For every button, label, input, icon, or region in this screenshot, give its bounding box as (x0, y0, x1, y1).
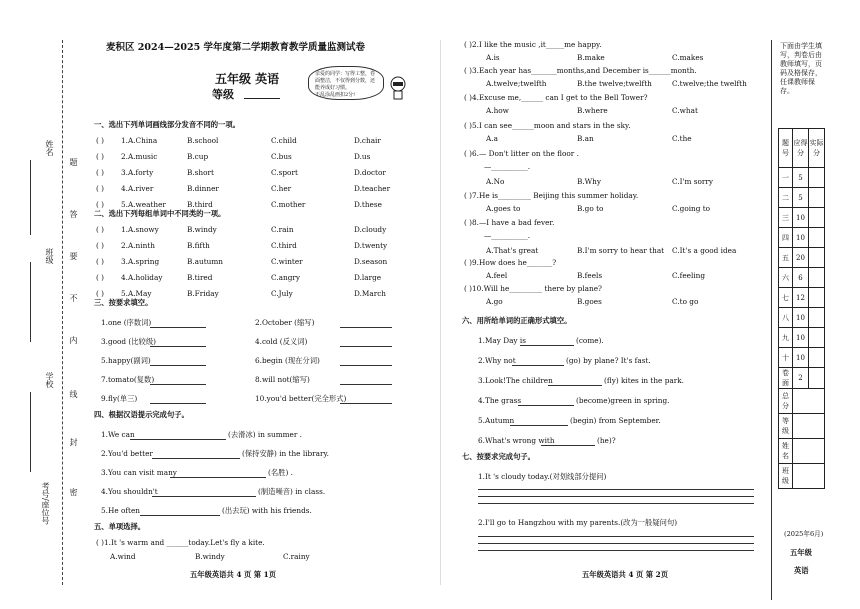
binding-dashed-line (62, 40, 63, 585)
option-b: B.fifth (187, 241, 210, 250)
option-b: B.feels (577, 271, 603, 280)
question-number: 三 (779, 208, 793, 228)
option-c: C.what (672, 106, 698, 115)
exam-date: (2025年6月) (784, 530, 824, 538)
actual-score-cell[interactable] (809, 308, 825, 328)
sentence-blank[interactable] (541, 445, 595, 446)
actual-score-cell[interactable] (809, 208, 825, 228)
sentence-hint: (去滑冰) in summer . (228, 430, 302, 439)
extra-label: 班级 (779, 464, 793, 489)
sentence-hint: (go) by plane? It's fast. (566, 356, 651, 365)
extra-cell[interactable] (793, 464, 825, 489)
answer-bracket[interactable]: ( ) (96, 200, 105, 209)
question-q7: ( )7.He is_________ Beijing this summer holiday. (464, 191, 639, 200)
sentence-hint: (begin) from September. (570, 416, 661, 425)
fill-prompt: 7.tomato(复数) (101, 375, 155, 384)
score-row (779, 368, 825, 389)
option-b: B.dinner (187, 184, 219, 193)
option-c: C.rainy (283, 552, 310, 561)
panel-grade: 五年级 (790, 548, 812, 557)
answer-bracket[interactable]: ( ) (96, 273, 105, 282)
sentence-blank[interactable] (548, 385, 602, 386)
option-a: 1.A.China (121, 136, 158, 145)
school-line (30, 392, 31, 472)
name-line (30, 160, 31, 235)
answer-line[interactable] (478, 536, 754, 537)
option-c: C.twelve;the twelfth (672, 79, 747, 88)
answer-line[interactable] (478, 503, 754, 504)
option-c: C.the (672, 134, 692, 143)
option-a: 5.A.May (121, 289, 152, 298)
fill-prompt: 8.will not(缩写) (255, 375, 310, 384)
extra-label: 姓名 (779, 439, 793, 464)
sentence-blank[interactable] (170, 477, 266, 478)
score-extra-row (779, 439, 825, 464)
score-panel-border (771, 40, 772, 600)
fill-blank[interactable] (150, 346, 206, 347)
option-b: B.Why (577, 177, 602, 186)
grade-label: 等级 (212, 88, 234, 101)
sentence-start: 6.What's wrong with (478, 436, 555, 445)
max-score: 20 (793, 248, 809, 268)
sentence-start: 3.You can visit many (101, 468, 177, 477)
actual-score-cell[interactable] (809, 168, 825, 188)
fill-blank[interactable] (150, 403, 206, 404)
max-score: 10 (793, 228, 809, 248)
sentence-hint: (become)green in spring. (576, 396, 670, 405)
option-a: A.No (486, 177, 505, 186)
question-number: 十 (779, 348, 793, 368)
answer-bracket[interactable]: ( ) (96, 289, 105, 298)
option-d: D.cloudy (354, 225, 387, 234)
option-c: C.bus (271, 152, 292, 161)
option-a: A.is (486, 53, 500, 62)
max-score: 5 (793, 168, 809, 188)
header-question-number: 题号 (779, 129, 793, 168)
option-d: D.these (354, 200, 382, 209)
score-row (779, 248, 825, 268)
option-a: 3.A.forty (121, 168, 154, 177)
seal-char: 线 (69, 390, 78, 398)
option-a: A.feel (486, 271, 508, 280)
score-extra-row (779, 464, 825, 489)
sentence-start: 1.We can (101, 430, 135, 439)
option-a: 5.A.weather (121, 200, 166, 209)
max-score: 10 (793, 348, 809, 368)
question-number: 二 (779, 188, 793, 208)
answer-line[interactable] (478, 543, 754, 544)
option-d: D.twenty (354, 241, 388, 250)
sentence-start: 5.Autumn (478, 416, 515, 425)
option-b: B.Friday (187, 289, 219, 298)
max-score: 10 (793, 208, 809, 228)
sentence-hint: (保持安静) in the library. (242, 449, 329, 458)
answer-line[interactable] (478, 550, 754, 551)
option-d: D.doctor (354, 168, 386, 177)
score-row (779, 168, 825, 188)
fill-blank[interactable] (340, 327, 392, 328)
class-line (30, 262, 31, 342)
option-c: C.angry (271, 273, 300, 282)
option-a: A.how (486, 106, 509, 115)
fill-prompt: 4.cold (反义词) (255, 337, 308, 346)
option-c: C.to go (672, 297, 699, 306)
sentence-start: 2.You'd better (101, 449, 153, 458)
fill-blank[interactable] (340, 384, 392, 385)
score-table (778, 128, 825, 489)
option-a: 1.A.snowy (121, 225, 159, 234)
school-label: 学校 (45, 372, 54, 388)
extra-label: 等级 (779, 414, 793, 439)
sentence-blank[interactable] (140, 515, 220, 516)
fill-blank[interactable] (150, 384, 206, 385)
question-q4: ( )4.Excuse me,______ can I get to the Bell Tower? (464, 93, 648, 102)
fill-prompt: 3.good (比较级) (101, 337, 156, 346)
fill-prompt: 9.fly(单三) (101, 394, 138, 403)
fill-blank[interactable] (340, 365, 392, 366)
option-b: B.an (577, 134, 594, 143)
fill-blank[interactable] (150, 327, 206, 328)
fill-prompt: 1.one (序数词) (101, 318, 152, 327)
question-q9: ( )9.How does he_______? (464, 258, 557, 267)
sentence-start: 1.May Day is (478, 336, 526, 345)
option-d: D.March (354, 289, 387, 298)
page-divider (440, 40, 441, 585)
seal-char: 题 (69, 158, 78, 166)
option-a: A.wind (110, 552, 136, 561)
option-b: B.third (187, 200, 213, 209)
seal-char: 内 (69, 336, 78, 344)
question-q3: ( )3.Each year has_______months,and December is______month. (464, 66, 697, 75)
option-c: C.child (271, 136, 297, 145)
score-row (779, 328, 825, 348)
option-d: D.us (354, 152, 371, 161)
actual-score-cell[interactable] (809, 328, 825, 348)
option-c: C.going to (672, 204, 711, 213)
section-7-question-1: 1.It 's cloudy today.(对划线部分提问) (478, 472, 607, 481)
option-c: C.mother (271, 200, 306, 209)
fill-blank[interactable] (150, 365, 206, 366)
sentence-start: 5.He often (101, 506, 141, 515)
fill-prompt: 10.you'd better(完全形式) (255, 394, 347, 403)
subject-heading: 五年级 英语 (215, 72, 280, 86)
option-b: B.the twelve;twelfth (577, 79, 652, 88)
option-c: C.her (271, 184, 292, 193)
option-d: D.chair (354, 136, 381, 145)
answer-bracket[interactable]: ( ) (96, 257, 105, 266)
option-b: B.autumn (187, 257, 223, 266)
sentence-blank[interactable] (130, 439, 226, 440)
sentence-start: 3.Look!The children (478, 376, 553, 385)
answer-bracket[interactable]: ( ) (96, 184, 105, 193)
option-c: C.sport (271, 168, 298, 177)
score-row (779, 288, 825, 308)
actual-score-cell[interactable] (809, 368, 825, 389)
sentence-hint: (he)? (597, 436, 616, 445)
sentence-blank[interactable] (152, 458, 240, 459)
actual-score-cell[interactable] (809, 228, 825, 248)
score-row (779, 348, 825, 368)
score-header-row (779, 129, 825, 168)
fill-prompt: 6.begin (现在分词) (255, 356, 320, 365)
header-actual-score: 实际分 (809, 129, 825, 168)
option-a: A.That's great (486, 246, 539, 255)
option-c: C.third (271, 241, 297, 250)
option-b: B.cup (187, 152, 209, 161)
option-c: C.July (271, 289, 293, 298)
option-d: D.teacher (354, 184, 391, 193)
section-3-title: 三、按要求填空。 (94, 298, 153, 307)
option-a: A.goes to (486, 204, 521, 213)
actual-score-cell[interactable] (809, 348, 825, 368)
sentence-blank[interactable] (520, 345, 574, 346)
answer-bracket[interactable]: ( ) (96, 136, 105, 145)
seal-char: 封 (69, 438, 78, 446)
fill-blank[interactable] (340, 346, 392, 347)
question-q2: ( )2.I like the music ,it_____me happy. (464, 40, 602, 49)
option-b: B.I'm sorry to hear that (577, 246, 665, 255)
extra-label: 总分 (779, 389, 793, 414)
question-number: 九 (779, 328, 793, 348)
option-d: D.season (354, 257, 388, 266)
sentence-hint: (fly) kites in the park. (604, 376, 684, 385)
max-score: 2 (793, 368, 809, 389)
name-label: 姓名 (45, 140, 54, 156)
header-max-score: 应得分 (793, 129, 809, 168)
reminder-deduction: 不乱涂乱画扣2分! (315, 92, 356, 98)
extra-cell[interactable] (793, 439, 825, 464)
question-q6: ( )6.— Don't litter on the floor . (464, 149, 579, 158)
option-b: B.make (577, 53, 605, 62)
sentence-start: 4.The grass (478, 396, 522, 405)
sentence-hint: (名胜) . (268, 468, 293, 477)
sentence-hint: (come). (576, 336, 604, 345)
option-c: C.I'm sorry (672, 177, 714, 186)
seal-char: 密 (69, 488, 78, 496)
option-b: B.school (187, 136, 219, 145)
fill-blank[interactable] (340, 403, 392, 404)
exam-title: 麦积区 2024—2025 学年度第二学期教育教学质量监测试卷 (106, 42, 365, 53)
extra-cell[interactable] (793, 389, 825, 414)
section-5-title: 五、单项选择。 (94, 522, 146, 531)
sentence-blank[interactable] (512, 365, 564, 366)
exam-number-label: 考号/座位号 (41, 482, 50, 525)
actual-score-cell[interactable] (809, 248, 825, 268)
max-score: 10 (793, 328, 809, 348)
option-b: B.where (577, 106, 608, 115)
option-a: A.a (486, 134, 498, 143)
question-q8: ( )8.—I have a bad fever. (464, 218, 555, 227)
sentence-hint: (出去玩) with his friends. (222, 506, 312, 515)
question-number: 四 (779, 228, 793, 248)
option-a: 4.A.holiday (121, 273, 163, 282)
answer-bracket[interactable]: ( ) (96, 152, 105, 161)
score-extra-row (779, 389, 825, 414)
sentence-hint: (制造噪音) in class. (258, 487, 326, 496)
option-b: B.goes (577, 297, 602, 306)
class-label: 班级 (45, 248, 54, 264)
seal-char: 要 (69, 252, 78, 260)
option-c: C.rain (271, 225, 294, 234)
extra-cell[interactable] (793, 414, 825, 439)
page-1-footer: 五年级英语共 4 页 第 1页 (190, 570, 276, 579)
option-c: C.feeling (672, 271, 706, 280)
option-a: 3.A.spring (121, 257, 160, 266)
option-a: A.go (486, 297, 503, 306)
score-row (779, 188, 825, 208)
answer-line[interactable] (478, 496, 754, 497)
option-c: C.winter (271, 257, 303, 266)
option-b: B.short (187, 168, 214, 177)
option-b: B.windy (195, 552, 225, 561)
sentence-blank[interactable] (518, 405, 574, 406)
score-extra-row (779, 414, 825, 439)
question-q5: ( )5.I can see______moon and stars in the sky. (464, 121, 631, 130)
option-a: 4.A.river (121, 184, 154, 193)
score-row (779, 308, 825, 328)
sentence-start: 2.Why not (478, 356, 516, 365)
section-1-title: 一、选出下列单词画线部分发音不同的一项。 (94, 120, 240, 129)
question-number: 八 (779, 308, 793, 328)
reminder-text: 亲爱的同学：写得工整，卷面整洁，不仅得到分数，还能养成好习惯。 (315, 71, 376, 91)
answer-dialogue: —__________. (484, 162, 531, 171)
score-row (779, 268, 825, 288)
section-7-question-2: 2.I'll go to Hangzhou with my parents.(改为一般疑问句) (478, 518, 678, 527)
score-row (779, 208, 825, 228)
sentence-blank[interactable] (152, 496, 256, 497)
answer-line[interactable] (478, 489, 754, 490)
sentence-blank[interactable] (510, 425, 568, 426)
question-number: 五 (779, 248, 793, 268)
option-d: D.large (354, 273, 382, 282)
robot-mascot-icon (388, 76, 408, 100)
option-c: C.makes (672, 53, 704, 62)
max-score: 5 (793, 188, 809, 208)
score-panel-instruction: 下面由学生填写，判卷后由教师填写，页码及格保存，任课教师保存。 (780, 42, 822, 95)
max-score: 12 (793, 288, 809, 308)
panel-subject: 英语 (794, 566, 809, 575)
option-b: B.windy (187, 225, 217, 234)
max-score: 10 (793, 308, 809, 328)
section-2-title: 二、选出下列每组单词中不同类的一项。 (94, 209, 226, 218)
seal-char: 答 (69, 210, 78, 218)
question-number: 六 (779, 268, 793, 288)
answer-bracket[interactable]: ( ) (96, 241, 105, 250)
grade-line (244, 98, 280, 99)
option-a: A.twelve;twelfth (486, 79, 547, 88)
question-5-1: ( )1.It 's warm and ______today.Let's fly a kite. (96, 538, 265, 547)
actual-score-cell[interactable] (809, 288, 825, 308)
fill-prompt: 5.happy(副词) (101, 356, 151, 365)
option-b: B.tired (187, 273, 213, 282)
max-score: 6 (793, 268, 809, 288)
section-7-title: 七、按要求完成句子。 (462, 452, 535, 461)
actual-score-cell[interactable] (809, 188, 825, 208)
option-a: 2.A.music (121, 152, 158, 161)
question-number: 七 (779, 288, 793, 308)
score-row (779, 228, 825, 248)
reminder-bubble (308, 66, 384, 100)
answer-dialogue: —__________. (484, 231, 531, 240)
option-c: C.It's a good idea (672, 246, 737, 255)
answer-bracket[interactable]: ( ) (96, 225, 105, 234)
question-number: 一 (779, 168, 793, 188)
seal-char: 不 (69, 294, 78, 302)
actual-score-cell[interactable] (809, 268, 825, 288)
option-b: B.go to (577, 204, 604, 213)
answer-bracket[interactable]: ( ) (96, 168, 105, 177)
question-q10: ( )10.Will he_________ there by plane? (464, 284, 602, 293)
fill-prompt: 2.October (缩写) (255, 318, 315, 327)
section-4-title: 四、根据汉语提示完成句子。 (94, 410, 189, 419)
option-a: 2.A.ninth (121, 241, 155, 250)
sentence-start: 4.You shouldn't (101, 487, 158, 496)
question-number: 卷面 (779, 368, 793, 389)
section-6-title: 六、用所给单词的正确形式填空。 (462, 316, 572, 325)
page-2-footer: 五年级英语共 4 页 第 2页 (582, 570, 668, 579)
